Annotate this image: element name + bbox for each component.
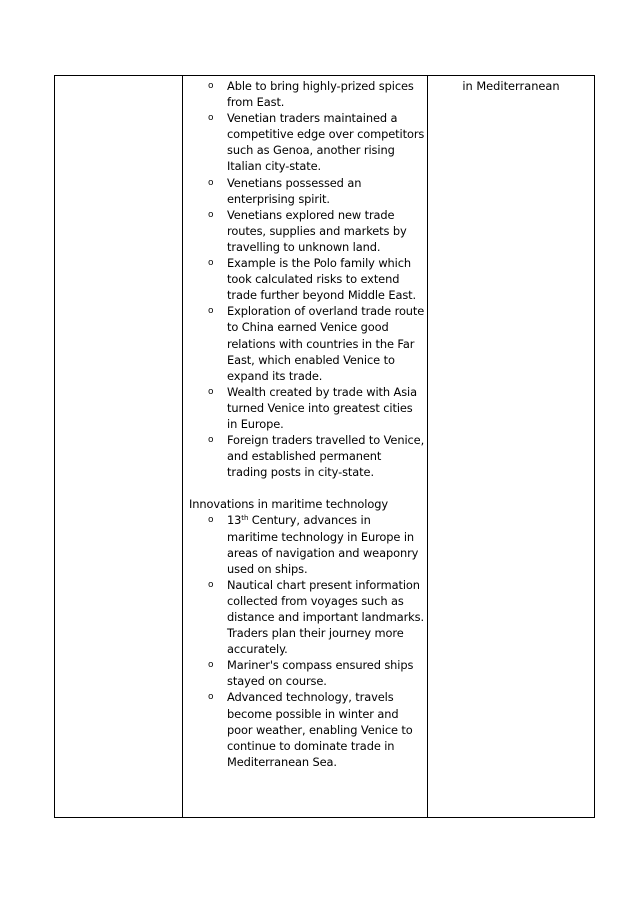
- bullet-marker: o: [208, 515, 214, 526]
- list-item: o Example is the Polo family which took calculated risks to extend trade further beyond Middle East.: [208, 256, 417, 303]
- table-column-2: [183, 76, 428, 817]
- bullet-list-maritime-technology: [189, 512, 425, 770]
- bullet-marker: o: [208, 81, 214, 91]
- bullet-marker: o: [208, 579, 214, 590]
- bullet-marker: o: [208, 113, 214, 124]
- list-item: o Advanced technology, travels become possible in winter and poor weather, enabling Venice to continue to dominate trade in Mediterranean Sea.: [208, 690, 413, 769]
- list-item: o Able to bring highly-prized spices from East.: [208, 79, 414, 110]
- section-heading: Innovations in maritime technology: [189, 497, 388, 512]
- list-item: o Nautical chart present information collected from voyages such as distance and important landmarks. Traders plan their journey more accurately.: [208, 577, 425, 657]
- table-column-3: [428, 76, 594, 817]
- bullet-marker: o: [208, 258, 214, 269]
- bullet-marker: o: [208, 386, 214, 397]
- column-3-text: in Mediterranean: [462, 79, 560, 93]
- table-column-1: [55, 76, 183, 817]
- bullet-marker: o: [208, 177, 214, 188]
- list-item: o Exploration of overland trade route to China earned Venice good relations with countries in the Far East, which enabled Venice to expand its trade.: [208, 304, 425, 383]
- bullet-marker: o: [208, 209, 214, 220]
- list-item: o Venetians possessed an enterprising spirit.: [208, 175, 362, 206]
- bullet-marker: o: [208, 306, 214, 317]
- list-item: o Mariner's compass ensured ships stayed on course.: [208, 658, 414, 689]
- document-table: [54, 75, 595, 818]
- spacer: [189, 480, 425, 496]
- list-item: o Foreign traders travelled to Venice, and established permanent trading posts in city-state.: [208, 433, 425, 480]
- list-item: o 13th Century, advances in maritime technology in Europe in areas of navigation and weaponry used on ships.: [208, 513, 419, 576]
- column-2-content: [189, 78, 425, 770]
- list-item: o Venetian traders maintained a competitive edge over competitors such as Genoa, another rising Italian city-state.: [208, 111, 425, 174]
- list-item: o Wealth created by trade with Asia turned Venice into greatest cities in Europe.: [208, 384, 418, 431]
- list-item: o Venetians explored new trade routes, supplies and markets by travelling to unknown land.: [208, 207, 407, 254]
- bullet-marker: o: [208, 692, 214, 703]
- bullet-marker: o: [208, 435, 214, 446]
- bullet-list-venice-trade: [189, 78, 425, 480]
- bullet-marker: o: [208, 660, 214, 671]
